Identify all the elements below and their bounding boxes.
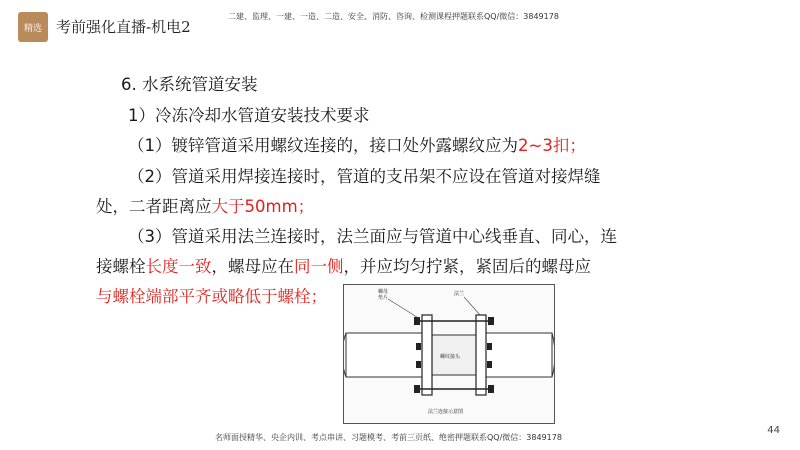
header-contact-note: 二建、监理、一建、一造、二造、安全、消防、咨询、检测课程押题联系QQ/微信：3849178 (228, 12, 559, 21)
item-2-line-1: （2）管道采用焊接连接时，管道的支吊架不应设在管道对接焊缝 (128, 167, 601, 186)
course-logo (18, 12, 48, 42)
item-3-line-1: （3）管道采用法兰连接时，法兰面应与管道中心线垂直、同心，连 (128, 227, 617, 246)
item-3-line-3: 与螺栓端部平齐或略低于螺栓； (96, 287, 327, 306)
leader-flange (464, 297, 480, 315)
bottom-left-nut (414, 385, 420, 393)
figure-caption: 法兰连接示意图 (428, 409, 464, 415)
item-3-highlight-1: 长度一致 (145, 257, 212, 276)
flange-diagram-svg (344, 285, 554, 423)
page-number: 44 (767, 425, 780, 436)
section-heading: 6. 水系统管道安装 (121, 75, 258, 94)
bottom-right-nut (488, 385, 494, 393)
mid-left-nut-lower (416, 361, 421, 368)
item-1 (128, 132, 586, 156)
label-gasket: 垫片 (378, 295, 389, 301)
item-3-text-c: ，并应均匀拧紧，紧固后的螺母应 (343, 257, 591, 276)
top-right-nut (488, 317, 494, 325)
subheading: 1）冷冻冷却水管道安装技术要求 (128, 106, 370, 125)
item-1-highlight: 2~3扣； (518, 136, 586, 155)
item-3-text-b: ，螺母应在 (211, 257, 294, 276)
left-pipe (346, 333, 424, 377)
item-2-line-2 (96, 193, 314, 217)
label-flange: 法兰 (454, 291, 465, 297)
right-pipe (484, 333, 552, 377)
item-2-highlight: 大于50mm； (211, 197, 315, 216)
mid-right-nut-lower (487, 361, 492, 368)
mid-right-nut-upper (487, 343, 492, 350)
course-title: 考前强化直播-机电2 (56, 18, 191, 36)
item-3-line-2 (96, 253, 591, 277)
left-flange (422, 315, 432, 395)
right-flange (476, 315, 486, 395)
flange-connection-diagram (343, 284, 555, 424)
footer-contact-note: 名师面授精华、央企内训、考点串讲、习题模考、考前三页纸、绝密押题联系QQ/微信：3849178 (215, 433, 562, 442)
label-joint: 螺纹接头 (440, 354, 461, 360)
item-1-text: （1）镀锌管道采用螺纹连接的，接口处外露螺纹应为 (128, 136, 518, 155)
label-nut: 螺母 (378, 289, 389, 295)
item-3-highlight-2: 同一侧 (294, 257, 344, 276)
leader-nut (388, 299, 420, 319)
mid-left-nut-upper (416, 343, 421, 350)
logo-text: 精选 (23, 23, 42, 34)
item-3-text-a: 接螺栓 (96, 257, 146, 276)
item-2-text: 处，二者距离应 (96, 197, 212, 216)
